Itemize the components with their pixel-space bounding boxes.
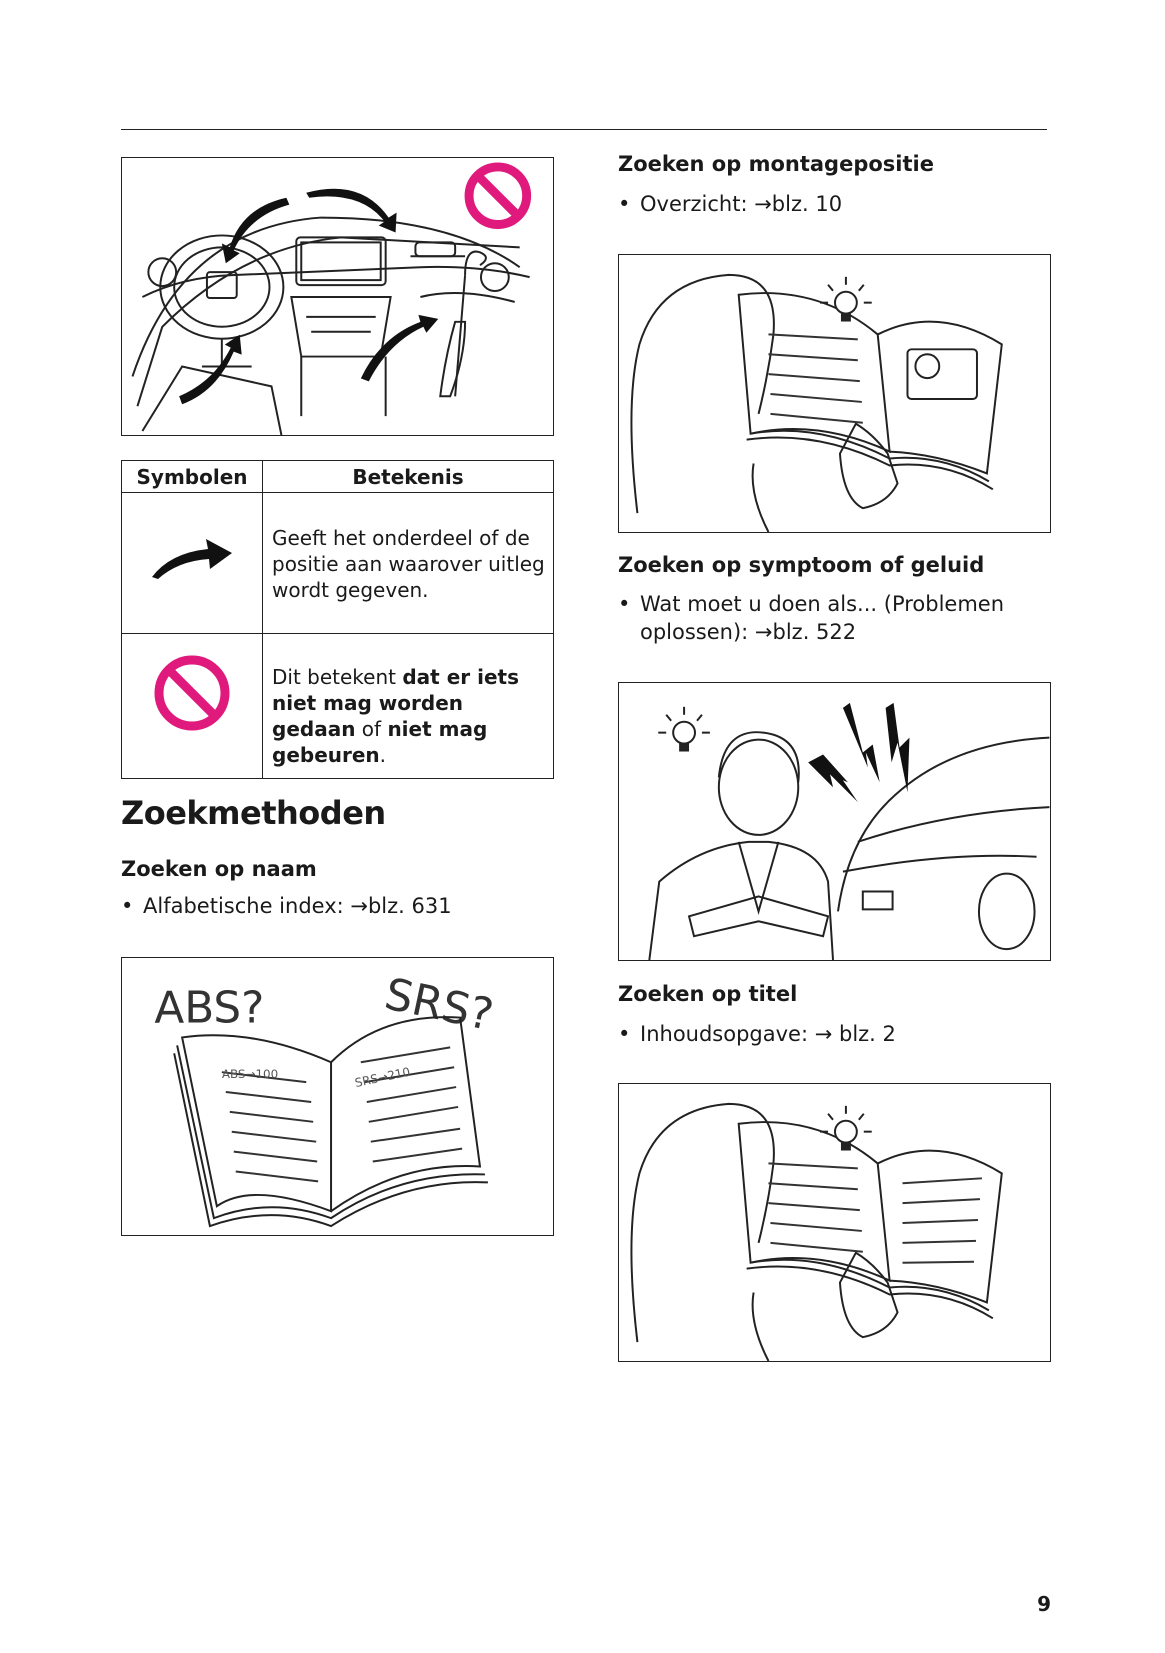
bullet-dot: • [618,192,631,216]
prohibition-text-prefix: Dit betekent [272,665,403,689]
symptom-illustration [618,682,1051,961]
prohibition-text-bold-2: niet mag gebeuren [272,717,488,767]
bullet-text: Overzicht: →blz. 10 [640,192,843,216]
symbol-table [121,460,554,779]
bullet-dot: • [121,894,134,918]
lightbulb-icon [820,277,872,322]
bullet-text: Inhoudsopgave: → blz. 2 [640,1022,896,1046]
section-title-by-name: Zoeken op naam [121,857,317,881]
reading-manual-illustration [618,254,1051,533]
abs-reference-text: ABS→100 [221,1067,279,1082]
reading-index-illustration [618,1083,1051,1362]
srs-question-text: SRS? [380,968,498,1042]
noise-lightning-marks [808,703,909,802]
bullet-text-line-2: oplossen): →blz. 522 [640,620,857,644]
top-rule [121,129,1047,130]
prohibition-text-mid: of [355,717,388,741]
section-title-by-position: Zoeken op montagepositie [618,152,934,176]
bullet-by-name [121,892,452,920]
bullet-dot: • [618,592,631,616]
arrow-meaning-text: Geeft het onderdeel of de positie aan waarover uitleg wordt gegeven. [272,526,545,602]
table-header-meaning: Betekenis [352,465,464,489]
page-title: Zoekmethoden [121,794,386,832]
abs-question-text: ABS? [154,982,265,1034]
abs-srs-book-illustration [121,957,554,1236]
dashboard-illustration [121,157,554,436]
bullet-text: Alfabetische index: →blz. 631 [143,894,452,918]
arrow-icon [148,531,234,581]
section-title-by-symptom: Zoeken op symptoom of geluid [618,553,985,577]
bullet-by-position [618,190,842,218]
bullet-by-title [618,1020,896,1048]
reading-index-drawing [619,1084,1050,1361]
lightbulb-icon [820,1106,872,1151]
lightbulb-icon [658,707,710,752]
abs-srs-book-drawing [122,958,553,1235]
table-header-symbols: Symbolen [136,465,248,489]
prohibition-text-bold-1: dat er iets niet mag worden gedaan [272,665,519,741]
prohibition-icon [152,653,232,733]
bullet-text-line-1: Wat moet u doen als... (Problemen [640,592,1005,616]
srs-reference-text: SRS→210 [353,1064,412,1091]
prohibition-meaning-text [272,664,547,768]
reading-manual-drawing [619,255,1050,532]
dashboard-drawing [122,158,553,435]
symptom-drawing [619,683,1050,960]
section-title-by-title: Zoeken op titel [618,982,798,1006]
bullet-dot: • [618,1022,631,1046]
page-number: 9 [1037,1592,1051,1616]
prohibition-icon [469,167,527,225]
bullet-by-symptom [618,590,1004,646]
prohibition-text-suffix: . [379,743,387,767]
